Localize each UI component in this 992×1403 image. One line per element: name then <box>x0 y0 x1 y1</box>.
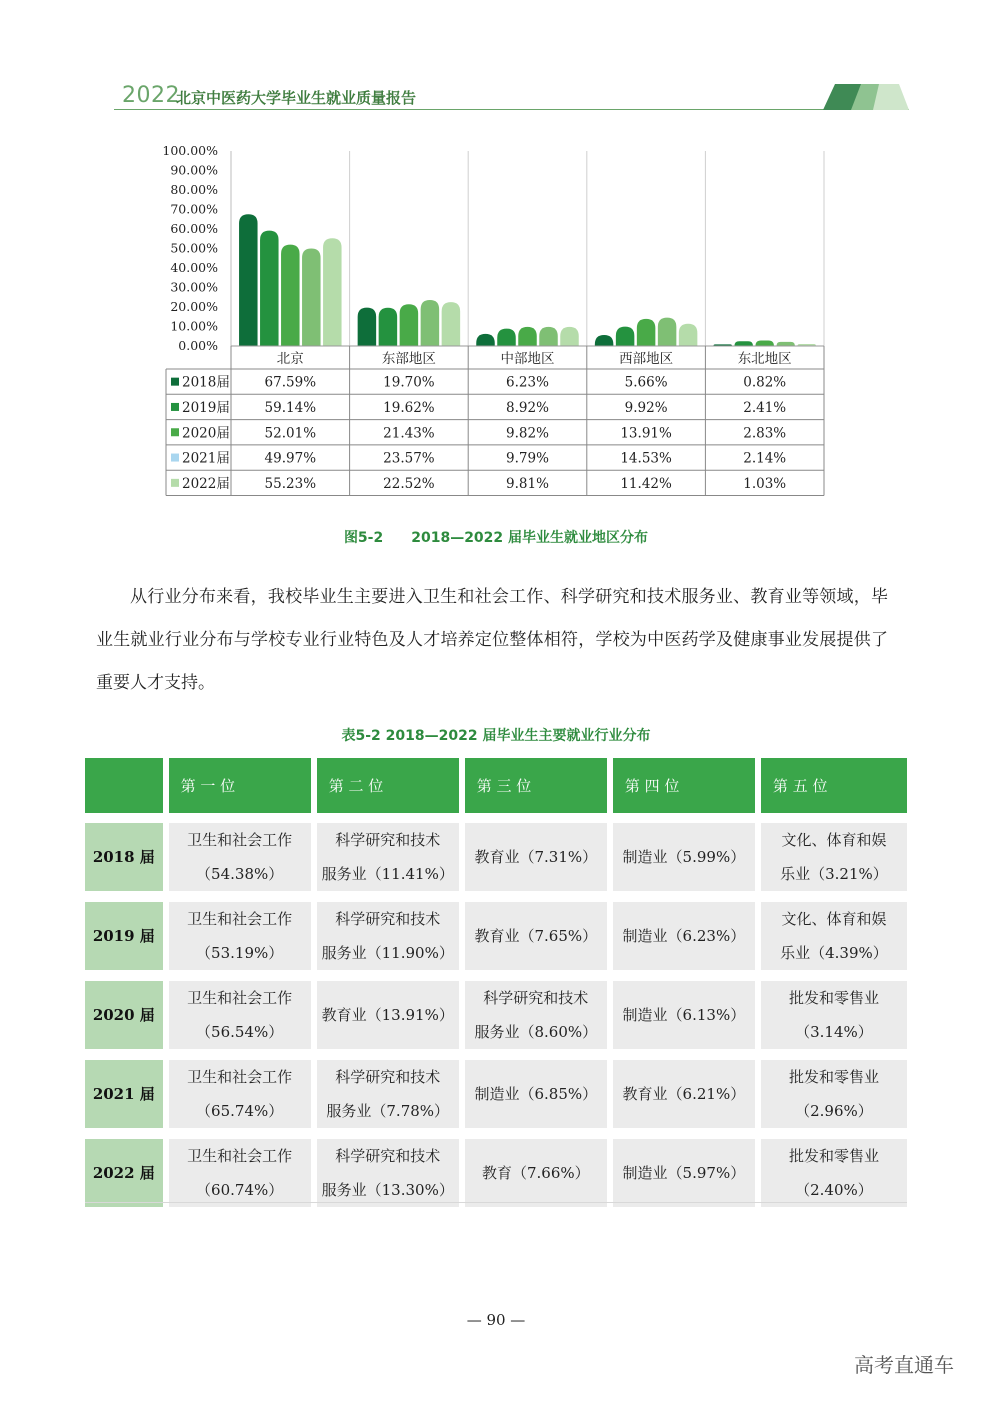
industry-cell <box>761 1139 907 1210</box>
industry-cell-line-1: 文化、体育和娱 <box>781 831 887 849</box>
industry-cell <box>613 1060 761 1139</box>
industry-cell-line-1: 教育业（6.21%） <box>622 1085 746 1103</box>
bar <box>755 340 774 346</box>
data-value-label: 19.62% <box>383 399 435 416</box>
header-cell-rank-3: 第 三 位 <box>465 758 613 823</box>
bar <box>497 329 516 346</box>
industry-cell-line-2: 服务业（13.30%） <box>321 1181 454 1199</box>
industry-cell <box>465 902 613 981</box>
data-value-label: 19.70% <box>383 374 435 391</box>
bar <box>637 319 656 346</box>
industry-cell-line-1: 卫生和社会工作 <box>187 1068 293 1086</box>
data-value-label: 55.23% <box>264 475 317 492</box>
row-year-label: 2019 届 <box>85 902 169 981</box>
bar <box>281 245 300 346</box>
industry-cell <box>613 823 761 902</box>
industry-cell-line-1: 制造业（5.97%） <box>622 1164 746 1182</box>
data-value-label: 14.53% <box>620 450 672 467</box>
industry-cell-line-1: 教育业（7.65%） <box>474 927 598 945</box>
y-tick-label: 40.00% <box>170 260 218 275</box>
y-tick-label: 30.00% <box>170 279 218 295</box>
data-value-label: 21.43% <box>383 425 435 442</box>
legend-label: 2019届 <box>182 399 230 416</box>
data-value-label: 9.92% <box>624 399 668 416</box>
header-cell-rank-4: 第 四 位 <box>613 758 761 823</box>
data-value-label: 23.57% <box>383 450 435 467</box>
industry-cell <box>317 902 465 981</box>
body-paragraph: 从行业分布来看，我校毕业生主要进入卫生和社会工作、科学研究和技术服务业、教育业等领域，毕业生就业行业分布与学校专业行业特色及人才培养定位整体相符，学校为中医药学及健康事业发展提供了重要人才支持。 <box>96 587 888 693</box>
industry-cell <box>613 981 761 1060</box>
industry-cell <box>317 981 465 1060</box>
header-year: 2022 <box>122 83 180 108</box>
bar <box>379 308 398 346</box>
legend-swatch <box>171 454 179 462</box>
legend-swatch <box>171 378 179 386</box>
industry-cell <box>761 823 907 902</box>
data-value-label: 0.82% <box>743 374 787 391</box>
table-caption: 表5-2 2018—2022 届毕业生主要就业行业分布 <box>341 728 651 744</box>
industry-cell <box>465 981 613 1060</box>
data-value-label: 2.14% <box>743 450 787 467</box>
data-value-label: 9.81% <box>506 475 549 492</box>
bar <box>302 249 321 346</box>
bar <box>400 304 419 346</box>
y-tick-label: 100.00% <box>162 143 218 158</box>
industry-cell-line-1: 科学研究和技术 <box>335 910 441 928</box>
table-bottom-rule <box>85 1202 907 1203</box>
bar <box>239 214 257 346</box>
industry-cell <box>465 1139 613 1210</box>
x-category-label: 东北地区 <box>737 351 792 367</box>
y-tick-label: 20.00% <box>170 299 218 314</box>
industry-cell-line-2: 服务业（11.41%） <box>321 865 454 883</box>
industry-cell-line-2: 服务业（7.78%） <box>326 1102 450 1120</box>
industry-cell <box>761 1060 907 1139</box>
industry-cell-line-1: 批发和零售业 <box>788 1147 879 1165</box>
industry-cell-line-1: 制造业（6.23%） <box>622 927 746 945</box>
industry-cell-line-1: 科学研究和技术 <box>335 1147 441 1165</box>
industry-cell-line-2: （54.38%） <box>196 865 284 883</box>
row-year-label: 2020 届 <box>85 981 169 1060</box>
industry-cell-line-2: 服务业（8.60%） <box>474 1023 598 1041</box>
data-value-label: 52.01% <box>264 425 317 442</box>
row-year-label: 2021 届 <box>85 1060 169 1139</box>
industry-cell <box>613 902 761 981</box>
data-value-label: 67.59% <box>264 374 317 391</box>
industry-cell-line-2: （2.40%） <box>795 1181 873 1199</box>
table-row <box>85 1060 907 1139</box>
data-value-label: 49.97% <box>264 450 317 467</box>
legend-label: 2022届 <box>182 475 230 492</box>
industry-cell-line-1: 科学研究和技术 <box>335 831 441 849</box>
bar <box>595 335 614 346</box>
industry-cell <box>169 981 317 1060</box>
industry-cell <box>169 902 317 981</box>
bar <box>616 327 635 346</box>
data-value-label: 2.41% <box>743 399 787 416</box>
industry-cell-line-1: 卫生和社会工作 <box>187 989 293 1007</box>
legend-swatch <box>171 403 179 411</box>
industry-cell <box>317 1139 465 1210</box>
data-value-label: 2.83% <box>743 425 787 442</box>
header-cell-rank-2: 第 二 位 <box>317 758 465 823</box>
legend-label: 2021届 <box>182 450 230 467</box>
industry-cell <box>465 823 613 902</box>
bar <box>518 327 537 346</box>
bar <box>442 302 461 346</box>
y-tick-label: 60.00% <box>170 221 218 236</box>
data-value-label: 13.91% <box>620 425 672 442</box>
industry-cell-line-1: 科学研究和技术 <box>335 1068 441 1086</box>
region-distribution-chart <box>0 0 992 520</box>
industry-table <box>85 758 907 1210</box>
y-tick-label: 50.00% <box>170 240 218 256</box>
row-year-label: 2022 届 <box>85 1139 169 1210</box>
bar <box>679 324 698 346</box>
row-year-label: 2018 届 <box>85 823 169 902</box>
data-value-label: 59.14% <box>264 399 317 416</box>
industry-cell-line-1: 文化、体育和娱 <box>781 910 887 928</box>
industry-cell <box>613 1139 761 1210</box>
bar <box>421 300 440 346</box>
header-cell-corner <box>85 758 169 823</box>
data-value-label: 22.52% <box>383 475 435 492</box>
industry-cell-line-2: 乐业（4.39%） <box>780 944 888 962</box>
industry-cell-line-2: （53.19%） <box>196 944 284 962</box>
industry-cell-line-1: 教育（7.66%） <box>481 1164 590 1182</box>
data-value-label: 5.66% <box>624 374 668 391</box>
bar <box>476 334 495 346</box>
y-tick-label: 10.00% <box>170 318 218 334</box>
data-value-label: 11.42% <box>620 475 672 492</box>
industry-cell-line-1: 教育业（13.91%） <box>321 1006 454 1024</box>
x-category-label: 西部地区 <box>619 351 674 367</box>
y-tick-label: 70.00% <box>170 201 218 217</box>
industry-cell-line-2: （60.74%） <box>196 1181 284 1199</box>
industry-cell-line-1: 制造业（5.99%） <box>622 848 746 866</box>
industry-cell <box>169 823 317 902</box>
industry-cell-line-1: 批发和零售业 <box>788 1068 879 1086</box>
header-cell-rank-1: 第 一 位 <box>169 758 317 823</box>
header-cell-rank-5: 第 五 位 <box>761 758 907 823</box>
x-category-label: 东部地区 <box>381 351 436 367</box>
industry-cell <box>317 1060 465 1139</box>
bar <box>658 318 677 346</box>
data-value-label: 1.03% <box>743 475 787 492</box>
industry-cell <box>761 981 907 1060</box>
data-value-label: 9.82% <box>506 425 549 442</box>
x-category-label: 中部地区 <box>500 351 555 367</box>
table-row <box>85 981 907 1060</box>
industry-cell-line-1: 批发和零售业 <box>788 989 879 1007</box>
bar <box>323 238 342 346</box>
table-row <box>85 902 907 981</box>
x-category-label: 北京 <box>276 351 304 367</box>
watermark-text: 高考直通车 <box>854 1353 954 1377</box>
industry-cell <box>317 823 465 902</box>
y-tick-label: 80.00% <box>170 182 218 197</box>
industry-cell-line-2: （2.96%） <box>795 1102 873 1120</box>
industry-cell-line-1: 卫生和社会工作 <box>187 831 293 849</box>
legend-swatch <box>171 479 179 487</box>
industry-cell <box>761 902 907 981</box>
legend-swatch <box>171 428 179 436</box>
table-row <box>85 1139 907 1210</box>
industry-cell-line-2: 服务业（11.90%） <box>321 944 454 962</box>
industry-cell-line-1: 制造业（6.85%） <box>474 1085 598 1103</box>
industry-cell <box>465 1060 613 1139</box>
header-title: 北京中医药大学毕业生就业质量报告 <box>176 89 417 107</box>
table-row <box>85 823 907 902</box>
industry-cell-line-1: 卫生和社会工作 <box>187 910 293 928</box>
y-tick-label: 90.00% <box>170 162 218 178</box>
industry-cell-line-1: 制造业（6.13%） <box>622 1006 746 1024</box>
bar <box>358 308 377 346</box>
bar <box>560 327 579 346</box>
table-header-row <box>85 758 907 823</box>
bar <box>260 231 279 346</box>
legend-label: 2020届 <box>182 425 230 442</box>
bar <box>776 342 795 346</box>
data-value-label: 8.92% <box>506 399 549 416</box>
industry-cell-line-2: 乐业（3.21%） <box>780 865 888 883</box>
industry-cell-line-2: （65.74%） <box>196 1102 284 1120</box>
industry-cell <box>169 1060 317 1139</box>
data-value-label: 6.23% <box>506 374 549 391</box>
industry-cell <box>169 1139 317 1210</box>
data-value-label: 9.79% <box>506 450 549 467</box>
industry-cell-line-2: （56.54%） <box>196 1023 284 1041</box>
legend-label: 2018届 <box>182 374 230 391</box>
page-number: — 90 — <box>466 1311 526 1329</box>
industry-cell-line-1: 卫生和社会工作 <box>187 1147 293 1165</box>
industry-cell-line-1: 科学研究和技术 <box>483 989 589 1007</box>
bar <box>734 341 753 346</box>
bar <box>539 327 558 346</box>
industry-cell-line-2: （3.14%） <box>795 1023 873 1041</box>
figure-caption: 图5-2 2018—2022 届毕业生就业地区分布 <box>343 530 649 546</box>
y-tick-label: 0.00% <box>178 338 218 353</box>
industry-cell-line-1: 教育业（7.31%） <box>474 848 598 866</box>
